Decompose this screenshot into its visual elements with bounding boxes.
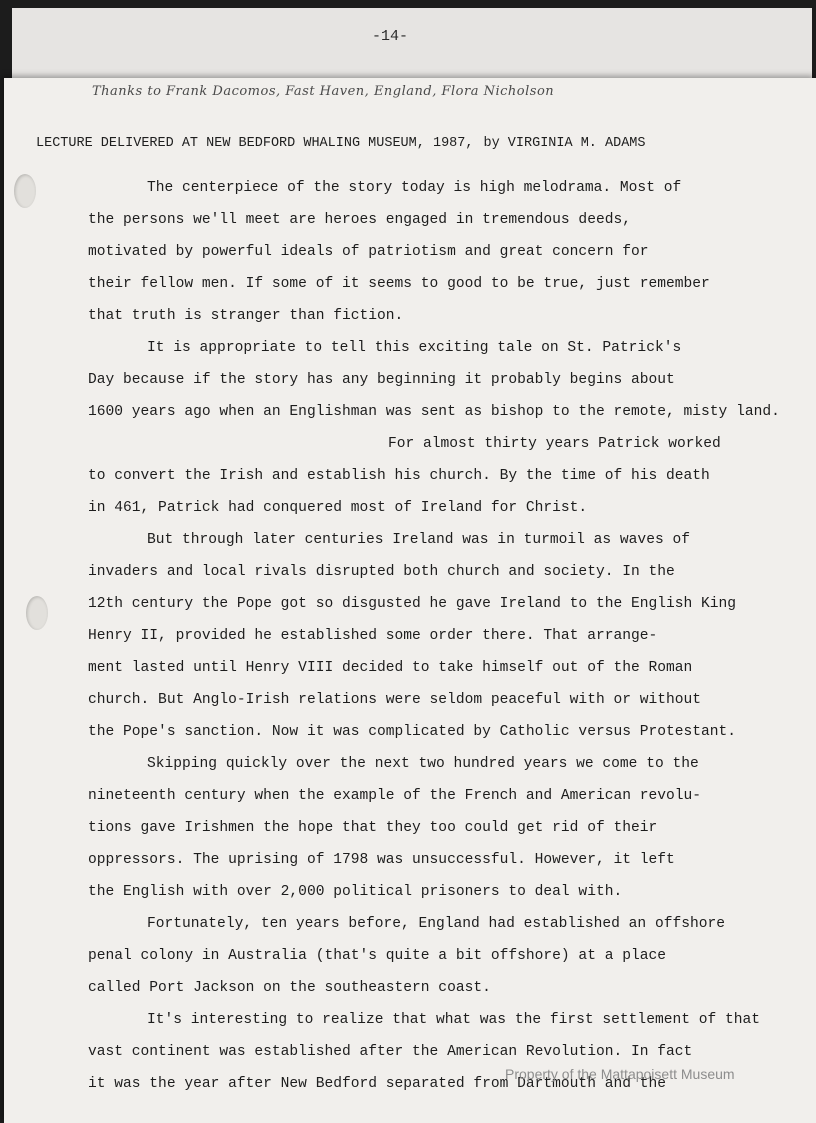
page-number: -14- [372, 28, 409, 45]
binder-hole [26, 596, 48, 630]
lecture-body [88, 172, 808, 1100]
binder-hole [14, 174, 36, 208]
text-line: ment lasted until Henry VIII decided to take himself out of the Roman [88, 660, 693, 676]
text-line: vast continent was established after the American Revolution. In fact [88, 1044, 693, 1060]
text-line: Skipping quickly over the next two hundred years we come to the [147, 756, 699, 772]
text-line: oppressors. The uprising of 1798 was unsuccessful. However, it left [88, 852, 675, 868]
handwritten-note: Thanks to Frank Dacomos, Fast Haven, England, Flora Nicholson [92, 84, 555, 99]
lecture-author: by VIRGINIA M. ADAMS [483, 136, 646, 151]
text-line: church. But Anglo-Irish relations were seldom peaceful with or without [88, 692, 702, 708]
text-line: penal colony in Australia (that's quite a bit offshore) at a place [88, 948, 667, 964]
text-line: in 461, Patrick had conquered most of Ireland for Christ. [88, 500, 588, 516]
text-line: The centerpiece of the story today is high melodrama. Most of [147, 180, 682, 196]
text-line: But through later centuries Ireland was in turmoil as waves of [147, 532, 690, 548]
text-line: 12th century the Pope got so disgusted he gave Ireland to the English King [88, 596, 737, 612]
lecture-heading [36, 136, 646, 151]
text-line: It's interesting to realize that what was the first settlement of that [147, 1012, 761, 1028]
text-line: Day because if the story has any beginning it probably begins about [88, 372, 675, 388]
museum-watermark: Property of the Mattapoisett Museum [505, 1066, 735, 1082]
text-line: nineteenth century when the example of the French and American revolu- [88, 788, 702, 804]
lecture-title: LECTURE DELIVERED AT NEW BEDFORD WHALING MUSEUM, 1987, [36, 136, 474, 151]
text-line: the English with over 2,000 political prisoners to deal with. [88, 884, 623, 900]
text-line: Fortunately, ten years before, England had established an offshore [147, 916, 726, 932]
text-line: it was the year after New Bedford separated from Dartmouth and the [88, 1076, 667, 1092]
text-line: to convert the Irish and establish his church. By the time of his death [88, 468, 710, 484]
text-line: It is appropriate to tell this exciting tale on St. Patrick's [147, 340, 682, 356]
text-line: their fellow men. If some of it seems to good to be true, just remember [88, 276, 710, 292]
text-line: that truth is stranger than fiction. [88, 308, 404, 324]
text-line: the persons we'll meet are heroes engaged in tremendous deeds, [88, 212, 631, 228]
text-line: the Pope's sanction. Now it was complicated by Catholic versus Protestant. [88, 724, 737, 740]
text-line: invaders and local rivals disrupted both church and society. In the [88, 564, 675, 580]
text-line: 1600 years ago when an Englishman was sent as bishop to the remote, misty land. [88, 404, 780, 420]
text-line: For almost thirty years Patrick worked [388, 436, 721, 452]
text-line: Henry II, provided he established some order there. That arrange- [88, 628, 658, 644]
text-line: motivated by powerful ideals of patriotism and great concern for [88, 244, 649, 260]
text-line: called Port Jackson on the southeastern coast. [88, 980, 491, 996]
text-line: tions gave Irishmen the hope that they too could get rid of their [88, 820, 658, 836]
